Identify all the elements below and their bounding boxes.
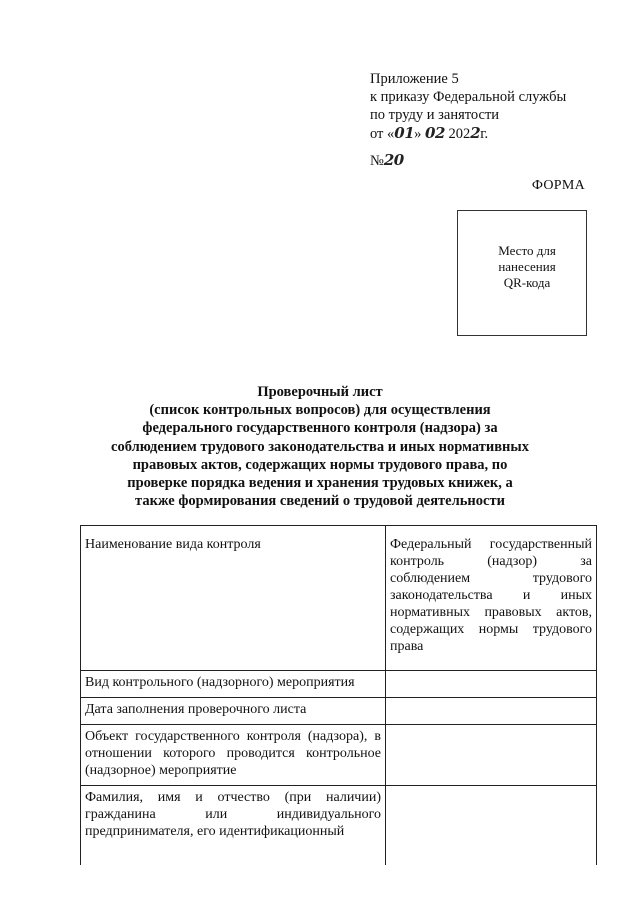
date-month-handwritten: 02 — [425, 124, 445, 142]
row-value-empty[interactable] — [386, 671, 597, 698]
appendix-number-line — [370, 151, 566, 170]
number-handwritten: 20 — [383, 151, 404, 169]
table-row — [81, 671, 597, 698]
qr-text-line-3: QR-кода — [503, 275, 551, 290]
appendix-block — [370, 70, 566, 170]
appendix-line-2: к приказу Федеральной службы — [370, 89, 567, 105]
checklist-table — [80, 525, 597, 865]
table-row — [81, 698, 597, 725]
qr-code-placeholder — [457, 210, 587, 336]
row-label: Фамилия, имя и отчество (при наличии) гражданина или индивидуального предпринимателя, его идентификационный — [81, 786, 386, 866]
row-label: Наименование вида контроля — [81, 526, 386, 671]
qr-text-line-2: нанесения — [498, 259, 556, 274]
title-subtitle: (список контрольных вопросов) для осуществления федерального государственного контроля (надзора) за соблюдением трудового законодательства и иных нормативных правовых актов, содержащих нормы трудового права, по проверке порядка ведения и хранения трудовых книжек, а также формирования сведений о трудовой деятельности — [111, 402, 529, 510]
row-value: Федеральный государственный контроль (надзор) за соблюдением трудового законодательства и иных нормативных правовых актов, содержащих нормы трудового права — [386, 526, 597, 671]
appendix-line-1: Приложение 5 — [370, 71, 459, 87]
date-year-prefix: 202 — [444, 126, 471, 142]
date-day-handwritten: 01 — [394, 124, 415, 142]
date-suffix: г. — [480, 126, 489, 142]
forma-label: ФОРМА — [531, 178, 585, 193]
row-label: Дата заполнения проверочного листа — [81, 698, 386, 725]
row-label: Вид контрольного (надзорного) мероприятия — [81, 671, 386, 698]
title-heading: Проверочный лист — [257, 384, 383, 400]
date-prefix: от « — [370, 126, 395, 142]
document-title — [110, 383, 530, 510]
number-prefix: № — [370, 153, 384, 169]
qr-placeholder-text — [488, 243, 566, 291]
row-label: Объект государственного контроля (надзора), в отношении которого проводится контрольное (надзорное) мероприятие — [81, 725, 386, 786]
table-row — [81, 526, 597, 671]
date-mid: » — [414, 126, 426, 142]
table-row — [81, 786, 597, 866]
date-year-handwritten: 2 — [470, 124, 481, 142]
qr-text-line-1: Место для — [498, 243, 556, 258]
appendix-date-line — [370, 124, 566, 143]
appendix-line-3: по труду и занятости — [370, 107, 500, 123]
row-value-empty[interactable] — [386, 698, 597, 725]
row-value-empty[interactable] — [386, 725, 597, 786]
row-value-empty[interactable] — [386, 786, 597, 866]
table-row — [81, 725, 597, 786]
